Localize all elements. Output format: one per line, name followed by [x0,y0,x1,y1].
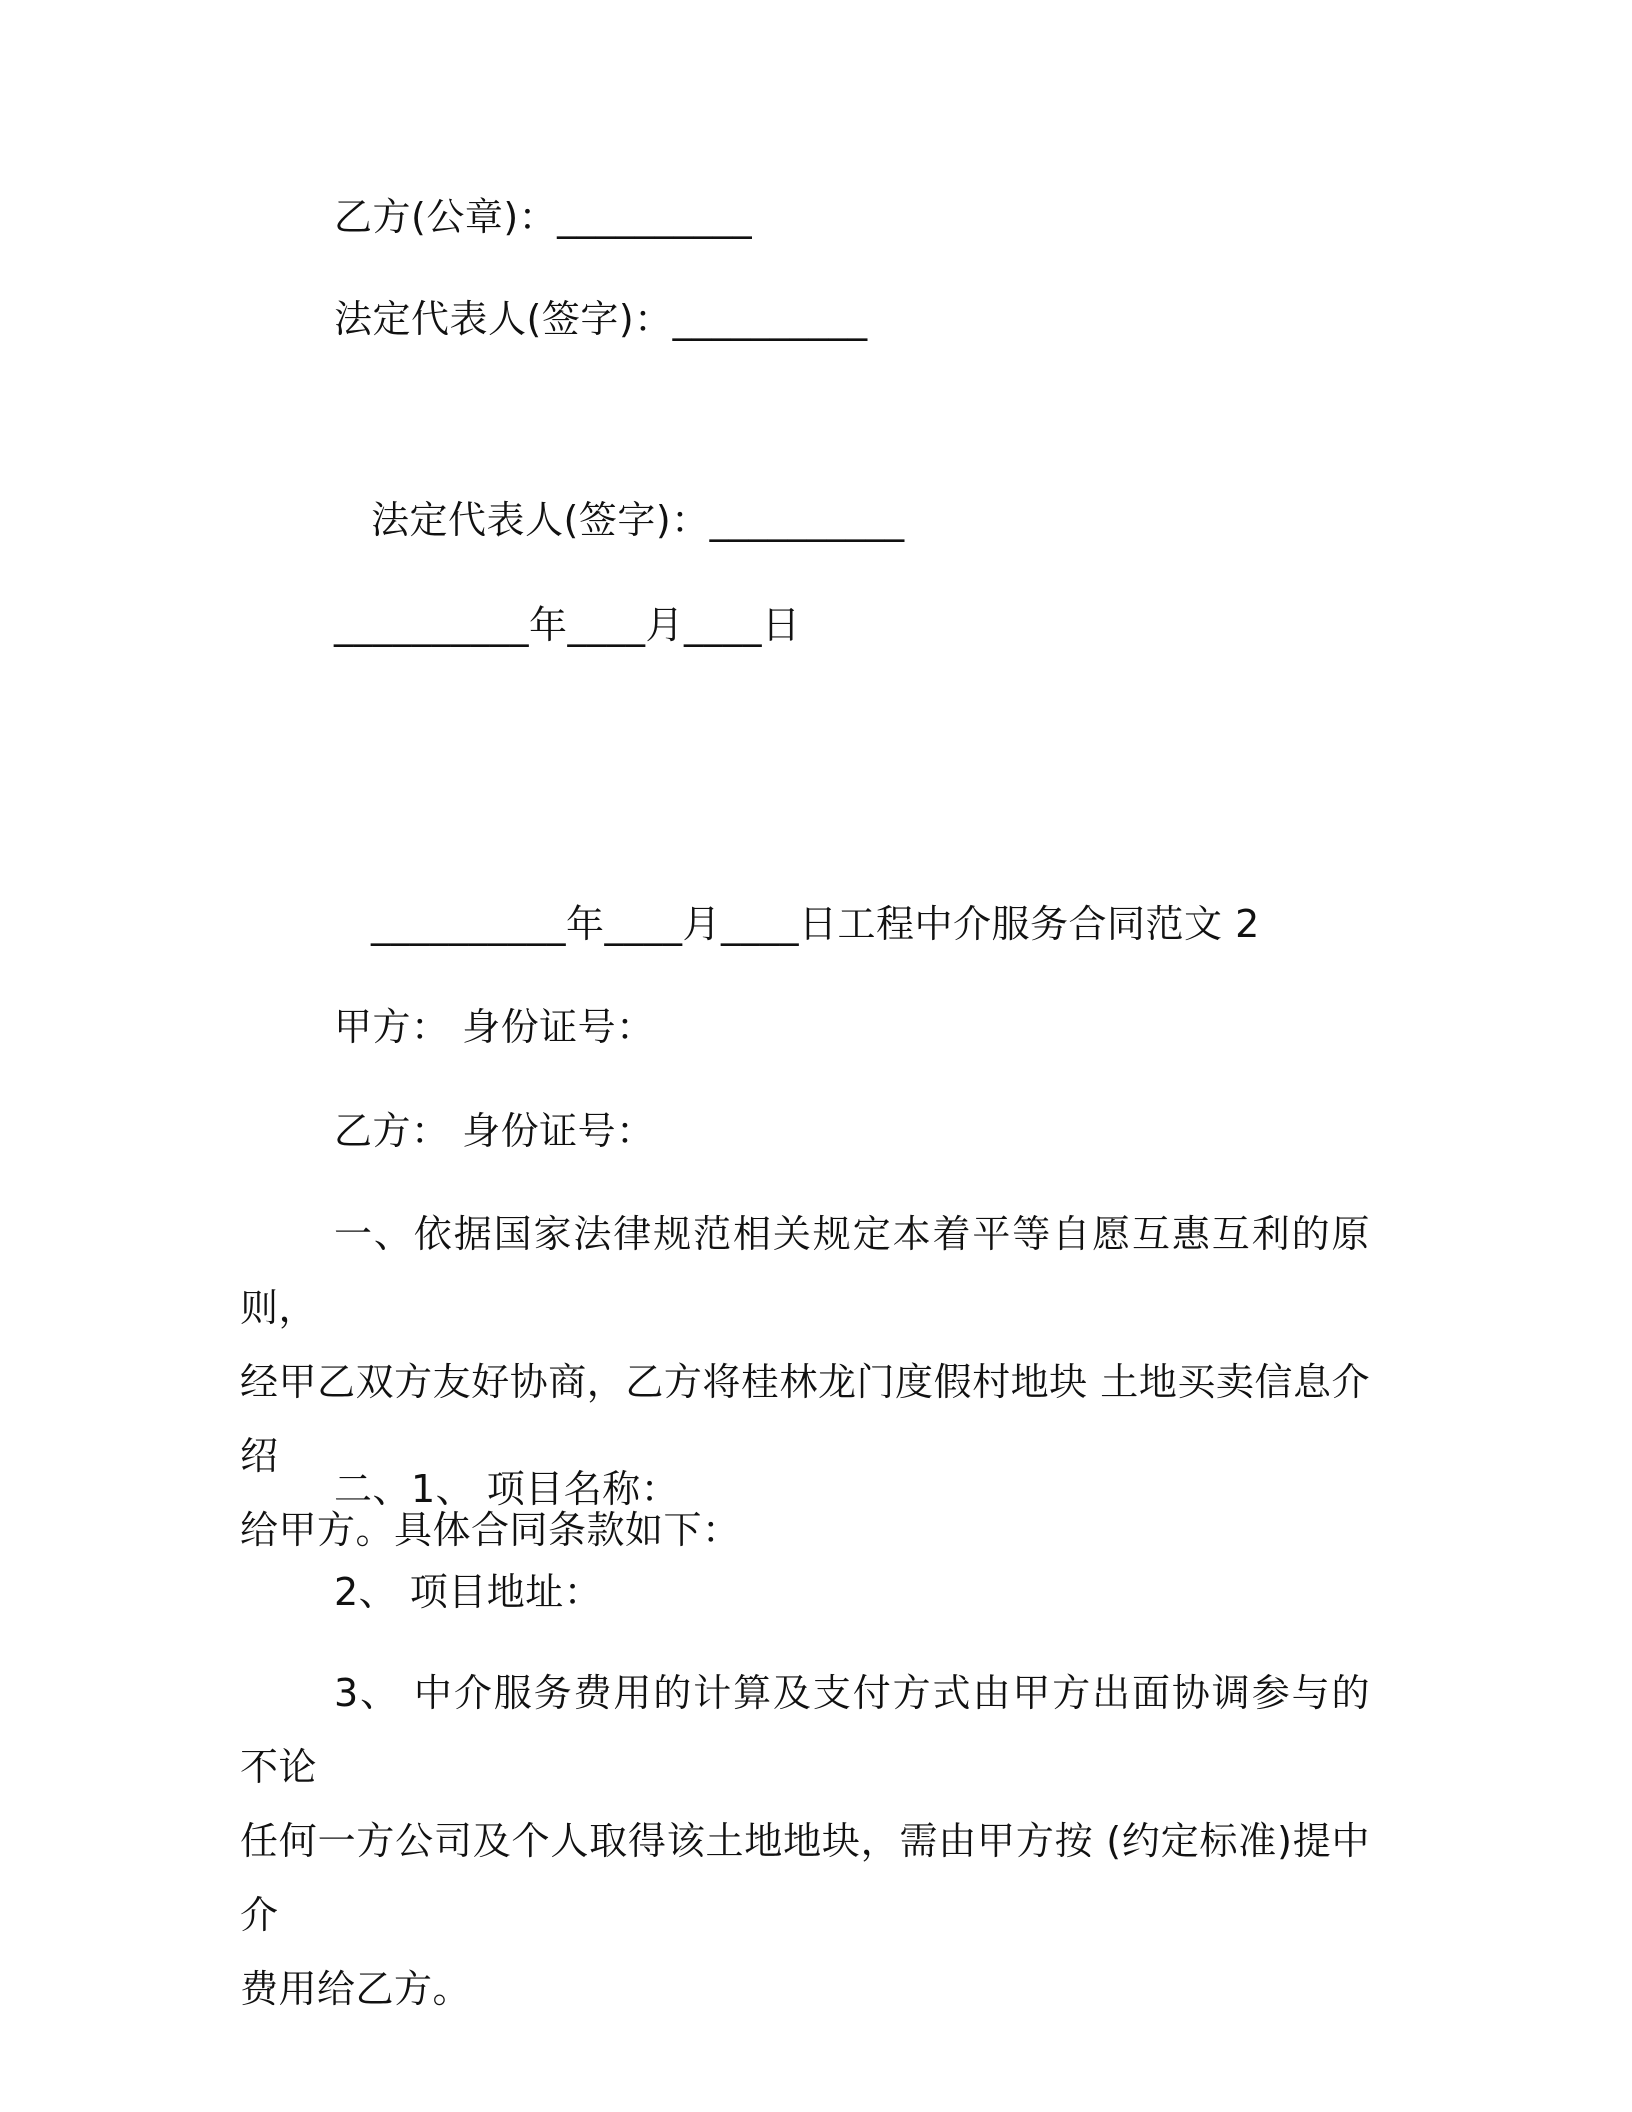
clause-2-1-project-name: 二、1、 项目名称： [334,1467,680,1511]
legal-representative-line-1: 法定代表人(签字)：__________ [334,297,868,341]
clause-2-3-text: 3、 中介服务费用的计算及支付方式由甲方出面协调参与的不论 任何一方公司及个人取得该土地地块，需由甲方按 (约定标准)提中介 费用给乙方。 [240,1671,1370,2011]
contract-title: __________年____月____日工程中介服务合同范文 2 [371,902,1260,946]
legal-representative-line-2: 法定代表人(签字)：__________ [371,498,905,542]
party-a-id-line: 甲方： 身份证号： [334,1005,655,1049]
clause-2-2-project-address: 2、 项目地址： [334,1570,603,1614]
clause-1-text: 一、依据国家法律规范相关规定本着平等自愿互惠互利的原则， 经甲乙双方友好协商，乙方将桂林龙门度假村地块 土地买卖信息介绍 给甲方。具体合同条款如下： [240,1212,1370,1552]
clause-2-3-paragraph [240,1656,1370,2026]
party-b-id-line: 乙方： 身份证号： [334,1109,655,1153]
party-b-seal-line: 乙方(公章)：__________ [334,195,753,239]
signature-date-line: __________年____月____日 [334,603,801,647]
